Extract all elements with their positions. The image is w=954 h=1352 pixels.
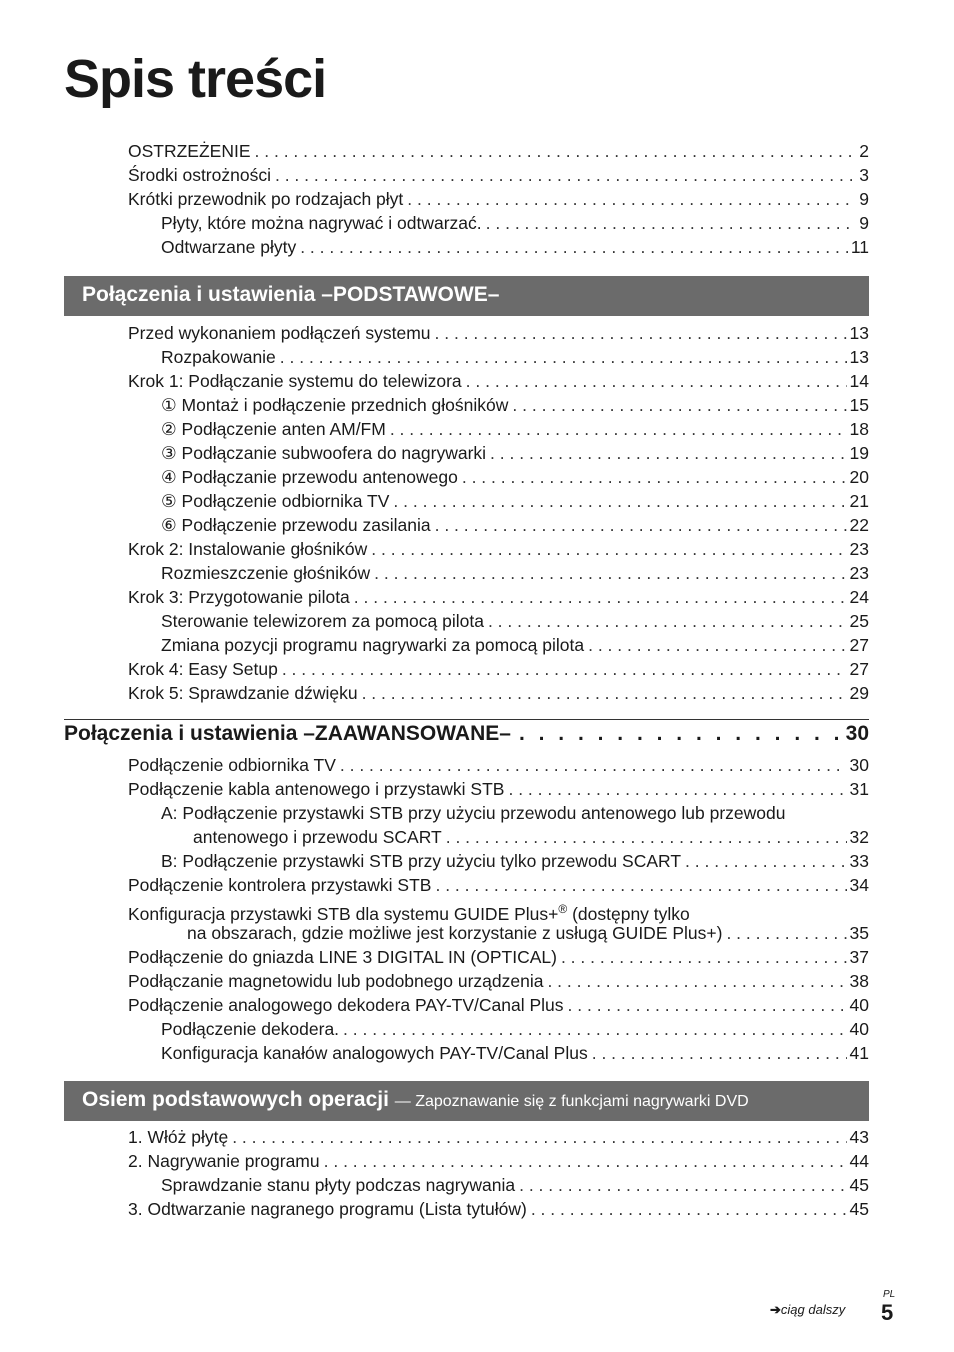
leader-dots bbox=[255, 139, 857, 163]
toc-entry-page: 38 bbox=[849, 971, 869, 991]
toc-entry-label: 1. Włóż płytę bbox=[128, 1127, 229, 1147]
leader-dots bbox=[488, 609, 847, 633]
leader-dots bbox=[393, 489, 846, 513]
toc-entry[interactable] bbox=[128, 489, 869, 513]
toc-entry[interactable] bbox=[128, 393, 869, 417]
toc-entry[interactable] bbox=[128, 969, 869, 993]
toc-entry-label: 2. Nagrywanie programu bbox=[128, 1151, 320, 1171]
toc-entry[interactable] bbox=[128, 633, 869, 657]
leader-dots bbox=[435, 321, 847, 345]
toc-entry-page: 21 bbox=[849, 491, 869, 511]
leader-dots bbox=[519, 1173, 846, 1197]
leader-dots bbox=[462, 465, 847, 489]
section-header-page: 30 bbox=[845, 722, 869, 745]
toc-entry-label: ④ Podłączanie przewodu antenowego bbox=[161, 467, 458, 487]
toc-section-operations bbox=[128, 1125, 869, 1221]
leader-dots bbox=[343, 1017, 846, 1041]
toc-entry-page: 18 bbox=[849, 419, 869, 439]
toc-entry[interactable] bbox=[128, 235, 869, 259]
section-header-label: Połączenia i ustawienia –ZAAWANSOWANE– bbox=[64, 722, 511, 745]
toc-entry-page: 25 bbox=[849, 611, 869, 631]
toc-entry-label: Krótki przewodnik po rodzajach płyt bbox=[128, 189, 404, 209]
toc-entry[interactable] bbox=[128, 465, 869, 489]
leader-dots bbox=[275, 163, 856, 187]
toc-entry-page: 35 bbox=[849, 923, 869, 943]
toc-entry[interactable] bbox=[128, 609, 869, 633]
leader-dots bbox=[508, 777, 846, 801]
leader-dots bbox=[726, 921, 846, 945]
leader-dots bbox=[362, 681, 847, 705]
toc-entry-page: 29 bbox=[849, 683, 869, 703]
language-code: PL bbox=[883, 1289, 896, 1300]
continued-label: ciąg dalszy bbox=[780, 1302, 846, 1317]
toc-entry-label: Krok 1: Podłączanie systemu do telewizora bbox=[128, 371, 462, 391]
toc-entry-label: B: Podłączenie przystawki STB przy użyciu tylko przewodu SCART bbox=[161, 851, 682, 871]
leader-dots bbox=[371, 537, 846, 561]
toc-entry[interactable] bbox=[128, 441, 869, 465]
toc-entry[interactable] bbox=[128, 1197, 869, 1221]
leader-dots bbox=[282, 657, 847, 681]
toc-entry-page: 13 bbox=[849, 323, 869, 343]
toc-entry[interactable] bbox=[128, 1017, 869, 1041]
toc-entry-page: 45 bbox=[849, 1199, 869, 1219]
section-header-operations bbox=[64, 1081, 869, 1121]
leader-dots bbox=[374, 561, 846, 585]
leader-dots bbox=[588, 633, 846, 657]
page-title: Spis treści bbox=[64, 49, 327, 109]
leader-dots bbox=[519, 722, 846, 746]
toc-entry-label: ⑥ Podłączenie przewodu zasilania bbox=[161, 515, 431, 535]
toc-entry[interactable] bbox=[128, 777, 869, 801]
continued-link[interactable] bbox=[770, 1302, 845, 1318]
section-header-label: Osiem podstawowych operacji bbox=[82, 1088, 389, 1111]
toc-entry-page: 14 bbox=[849, 371, 869, 391]
toc-entry-label: Sterowanie telewizorem za pomocą pilota bbox=[161, 611, 484, 631]
toc-entry-page: 24 bbox=[849, 587, 869, 607]
leader-dots bbox=[324, 1149, 847, 1173]
toc-entry-label: Sprawdzanie stanu płyty podczas nagrywania bbox=[161, 1175, 516, 1195]
toc-entry[interactable] bbox=[128, 657, 869, 681]
toc-entry[interactable] bbox=[128, 1173, 869, 1197]
toc-entry[interactable] bbox=[128, 585, 869, 609]
toc-entry-wrapped-line bbox=[128, 897, 869, 924]
leader-dots bbox=[547, 969, 846, 993]
toc-entry-page: 9 bbox=[859, 213, 869, 233]
toc-entry-label: Płyty, które można nagrywać i odtwarzać. bbox=[161, 213, 482, 233]
toc-entry-page: 44 bbox=[849, 1151, 869, 1171]
toc-entry-label-part: (dostępny tylko bbox=[567, 903, 690, 924]
toc-entry-label: Podłączenie do gniazda LINE 3 DIGITAL IN (OPTICAL) bbox=[128, 947, 557, 967]
toc-entry-wrapped-line: A: Podłączenie przystawki STB przy użyciu przewodu antenowego lub przewodu bbox=[161, 803, 786, 823]
toc-entry-label: Odtwarzane płyty bbox=[161, 237, 297, 257]
toc-entry-page: 2 bbox=[859, 141, 869, 161]
toc-entry-label: Zmiana pozycji programu nagrywarki za pomocą pilota bbox=[161, 635, 585, 655]
toc-entry-label: ③ Podłączanie subwoofera do nagrywarki bbox=[161, 443, 487, 463]
leader-dots bbox=[446, 825, 847, 849]
toc-entry[interactable] bbox=[128, 345, 869, 369]
toc-entry-label: Krok 4: Easy Setup bbox=[128, 659, 278, 679]
toc-entry-label: Krok 3: Przygotowanie pilota bbox=[128, 587, 350, 607]
leader-dots bbox=[354, 585, 847, 609]
toc-entry[interactable] bbox=[128, 561, 869, 585]
toc-entry[interactable] bbox=[128, 945, 869, 969]
toc-entry-label: ⑤ Podłączenie odbiornika TV bbox=[161, 491, 390, 511]
toc-entry-label-part: Konfiguracja przystawki STB dla systemu GUIDE Plus+ bbox=[128, 903, 559, 924]
toc-entry[interactable] bbox=[128, 1125, 869, 1149]
leader-dots bbox=[490, 441, 846, 465]
arrow-right-icon: ➔ bbox=[770, 1302, 781, 1317]
toc-entry-page: 27 bbox=[849, 659, 869, 679]
toc-entry[interactable] bbox=[128, 537, 869, 561]
toc-entry-label: ① Montaż i podłączenie przednich głośników bbox=[161, 395, 509, 415]
toc-section-basic bbox=[128, 321, 869, 705]
toc-entry-page: 31 bbox=[849, 779, 869, 799]
toc-entry-page: 45 bbox=[849, 1175, 869, 1195]
section-header-basic: Połączenia i ustawienia –PODSTAWOWE– bbox=[64, 276, 869, 316]
toc-entry-page: 34 bbox=[849, 875, 869, 895]
leader-dots bbox=[300, 235, 848, 259]
toc-entry-page: 9 bbox=[859, 189, 869, 209]
toc-entry-label: Środki ostrożności bbox=[128, 165, 271, 185]
toc-entry-page: 33 bbox=[849, 851, 869, 871]
leader-dots bbox=[568, 993, 847, 1017]
toc-entry-label: Podłączenie analogowego dekodera PAY-TV/Canal Plus bbox=[128, 995, 564, 1015]
toc-entry-label: Podłączenie dekodera. bbox=[161, 1019, 340, 1039]
leader-dots bbox=[466, 369, 847, 393]
leader-dots bbox=[435, 873, 846, 897]
toc-entry-page: 30 bbox=[849, 755, 869, 775]
toc-entry-label: OSTRZEŻENIE bbox=[128, 141, 251, 161]
toc-entry-page: 22 bbox=[849, 515, 869, 535]
leader-dots bbox=[512, 393, 846, 417]
toc-entry-page: 43 bbox=[849, 1127, 869, 1147]
toc-entry[interactable] bbox=[128, 825, 869, 849]
toc-entry-page: 19 bbox=[849, 443, 869, 463]
toc-entry-page: 23 bbox=[849, 563, 869, 583]
leader-dots bbox=[407, 187, 856, 211]
toc-entry[interactable] bbox=[128, 211, 869, 235]
toc-entry-page: 40 bbox=[849, 1019, 869, 1039]
leader-dots bbox=[280, 345, 847, 369]
toc-entry-label: Podłączenie odbiornika TV bbox=[128, 755, 336, 775]
toc-entry-page: 20 bbox=[849, 467, 869, 487]
toc-entry-page: 3 bbox=[859, 165, 869, 185]
leader-dots bbox=[435, 513, 847, 537]
toc-entry-page: 23 bbox=[849, 539, 869, 559]
section-header-subtitle: — Zapoznawanie się z funkcjami nagrywarki DVD bbox=[394, 1093, 749, 1110]
toc-entry-label: Krok 5: Sprawdzanie dźwięku bbox=[128, 683, 358, 703]
section-header-advanced[interactable] bbox=[64, 722, 869, 754]
toc-entry-label: na obszarach, gdzie możliwe jest korzystanie z usługą GUIDE Plus+) bbox=[187, 923, 723, 943]
toc-section-advanced bbox=[128, 753, 869, 1065]
toc-entry-page: 37 bbox=[849, 947, 869, 967]
toc-entry-label: Przed wykonaniem podłączeń systemu bbox=[128, 323, 431, 343]
page-number: 5 bbox=[881, 1300, 894, 1325]
toc-entry[interactable] bbox=[128, 1149, 869, 1173]
toc-entry-label: Podłączanie magnetowidu lub podobnego urządzenia bbox=[128, 971, 544, 991]
leader-dots bbox=[561, 945, 847, 969]
toc-entry-label: ② Podłączenie anten AM/FM bbox=[161, 419, 386, 439]
toc-intro bbox=[128, 139, 869, 259]
toc-entry-page: 13 bbox=[849, 347, 869, 367]
toc-entry-page: 41 bbox=[849, 1043, 869, 1063]
toc-entry-page: 40 bbox=[849, 995, 869, 1015]
toc-entry[interactable] bbox=[128, 321, 869, 345]
toc-entry[interactable] bbox=[128, 139, 869, 163]
leader-dots bbox=[390, 417, 847, 441]
toc-entry[interactable] bbox=[128, 369, 869, 393]
toc-entry[interactable] bbox=[128, 849, 869, 873]
toc-entry[interactable] bbox=[128, 681, 869, 705]
toc-entry[interactable] bbox=[128, 753, 869, 777]
toc-entry-label: antenowego i przewodu SCART bbox=[193, 827, 442, 847]
toc-entry[interactable] bbox=[128, 993, 869, 1017]
toc-entry-label: Krok 2: Instalowanie głośników bbox=[128, 539, 368, 559]
toc-entry[interactable] bbox=[128, 187, 869, 211]
toc-entry[interactable] bbox=[128, 513, 869, 537]
section-divider bbox=[64, 719, 869, 720]
toc-entry-page: 15 bbox=[849, 395, 869, 415]
leader-dots bbox=[685, 849, 847, 873]
toc-entry[interactable] bbox=[128, 873, 869, 897]
toc-entry-page: 27 bbox=[849, 635, 869, 655]
toc-entry-label: Rozpakowanie bbox=[161, 347, 276, 367]
leader-dots bbox=[531, 1197, 847, 1221]
toc-entry[interactable] bbox=[128, 1041, 869, 1065]
toc-entry-label: 3. Odtwarzanie nagranego programu (Lista tytułów) bbox=[128, 1199, 527, 1219]
toc-entry-label: Rozmieszczenie głośników bbox=[161, 563, 371, 583]
leader-dots bbox=[232, 1125, 846, 1149]
toc-entry[interactable] bbox=[128, 921, 869, 945]
toc-entry-label: Konfiguracja kanałów analogowych PAY-TV/Canal Plus bbox=[161, 1043, 588, 1063]
toc-entry-label: Podłączenie kontrolera przystawki STB bbox=[128, 875, 432, 895]
toc-entry[interactable] bbox=[128, 163, 869, 187]
toc-entry-page: 11 bbox=[850, 237, 869, 257]
leader-dots bbox=[592, 1041, 847, 1065]
toc-entry-label: Podłączenie kabla antenowego i przystawki STB bbox=[128, 779, 505, 799]
registered-mark: ® bbox=[558, 902, 568, 916]
leader-dots bbox=[340, 753, 847, 777]
leader-dots bbox=[486, 211, 857, 235]
toc-entry-page: 32 bbox=[849, 827, 869, 847]
toc-entry[interactable] bbox=[128, 417, 869, 441]
